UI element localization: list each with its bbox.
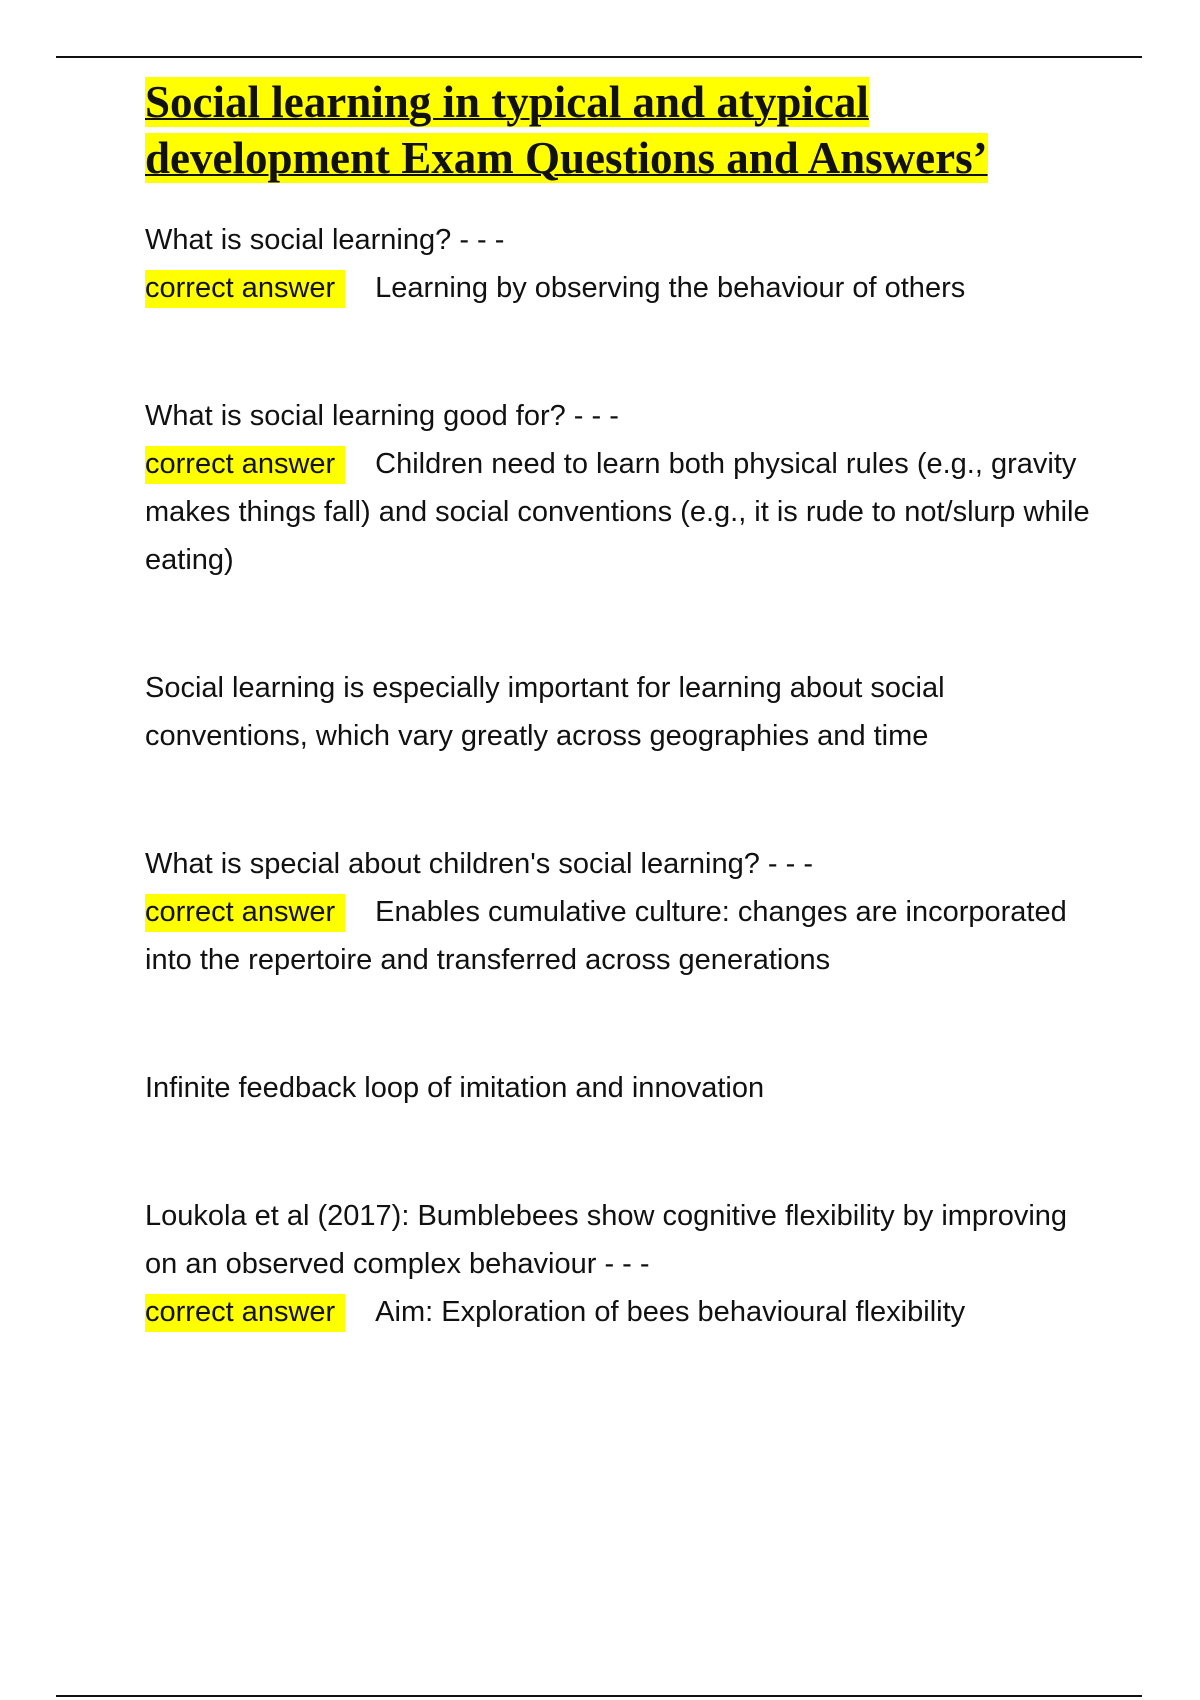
answer-text: Children need to learn both physical rules (e.g., gravity makes things fall) and social conventions (e.g., it is rude to not/slurp while eating) <box>145 448 1090 576</box>
question-text: What is social learning? - - - <box>145 224 505 256</box>
document-body <box>145 74 1095 1336</box>
correct-answer-label: correct answer <box>145 894 345 932</box>
answer-text-block <box>145 888 1095 984</box>
qa-block-1 <box>145 216 1095 312</box>
question-text: What is social learning good for? - - - <box>145 400 619 432</box>
note-text: Infinite feedback loop of imitation and innovation <box>145 1072 765 1104</box>
answer-text-block <box>145 264 1095 312</box>
answer-text-block <box>145 1288 1095 1336</box>
bottom-rule <box>56 1695 1142 1697</box>
question-text: What is special about children's social learning? - - - <box>145 848 814 880</box>
question-text: Loukola et al (2017): Bumblebees show cognitive flexibility by improving on an observed complex behaviour - - - <box>145 1200 1068 1280</box>
note-block-1 <box>145 664 1095 760</box>
correct-answer-label: correct answer <box>145 1294 345 1332</box>
answer-text: Learning by observing the behaviour of others <box>375 272 966 304</box>
note-block-2 <box>145 1064 1095 1112</box>
qa-block-4 <box>145 1192 1095 1336</box>
correct-answer-label: correct answer <box>145 270 345 308</box>
title-line-2: development Exam Questions and Answers’ <box>145 133 988 183</box>
document-title <box>145 74 1095 186</box>
title-line-1: Social learning in typical and atypical <box>145 77 869 127</box>
qa-block-3 <box>145 840 1095 984</box>
qa-block-2 <box>145 392 1095 584</box>
correct-answer-label: correct answer <box>145 446 345 484</box>
note-text: Social learning is especially important for learning about social conventions, which vary greatly across geographies and time <box>145 672 945 752</box>
answer-text: Enables cumulative culture: changes are incorporated into the repertoire and transferred across generations <box>145 896 1067 976</box>
answer-text: Aim: Exploration of bees behavioural flexibility <box>375 1296 966 1328</box>
top-rule <box>56 56 1142 58</box>
answer-text-block <box>145 440 1095 584</box>
